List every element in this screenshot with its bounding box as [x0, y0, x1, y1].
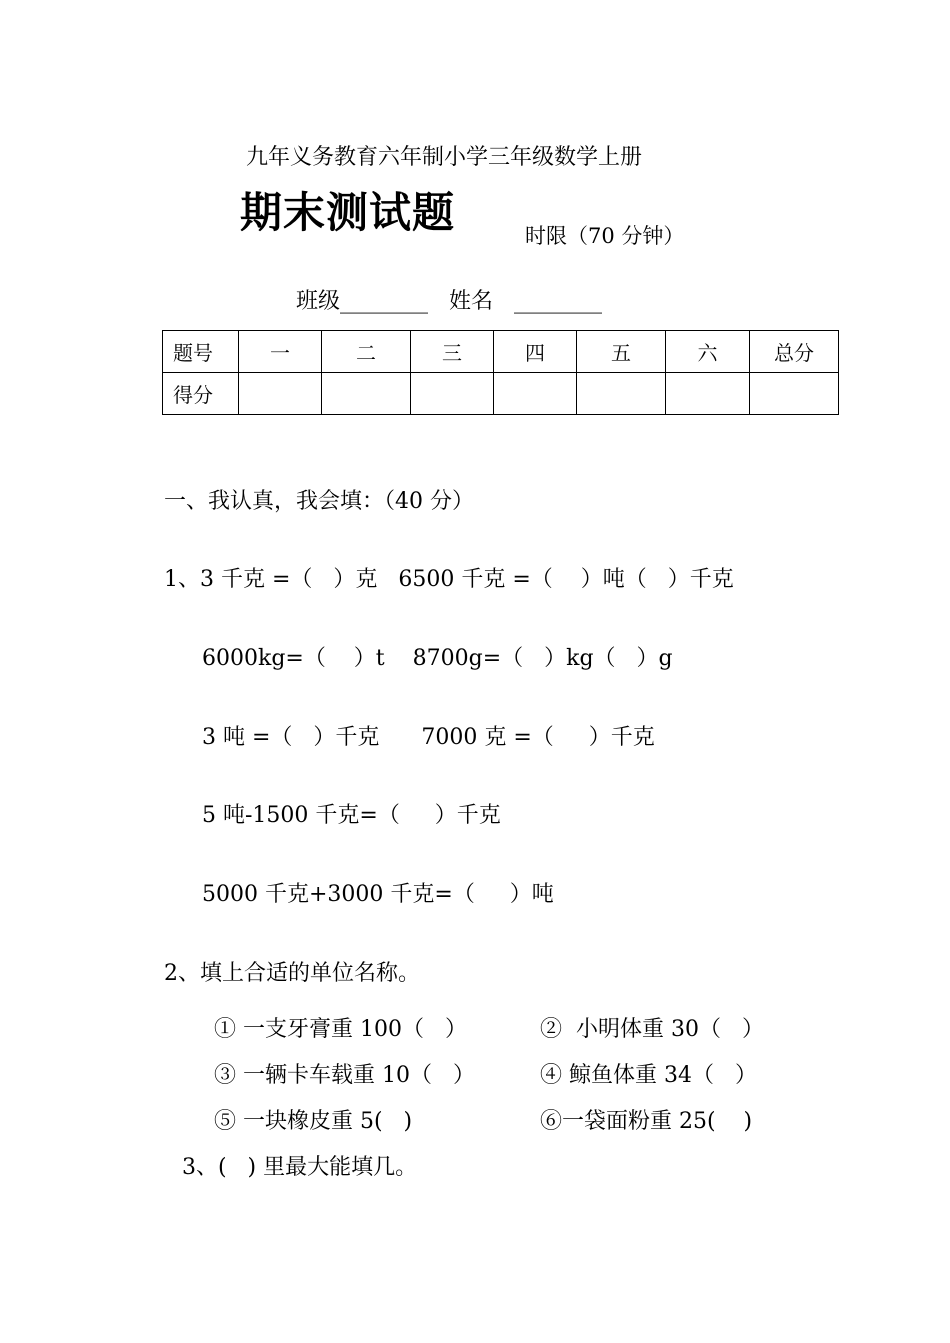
document-subtitle: 九年义务教育六年制小学三年级数学上册: [246, 145, 643, 170]
list-item: ② 小明体重 30（ ）: [540, 1017, 764, 1042]
document-title: 期末测试题: [240, 188, 456, 237]
table-cell: [322, 373, 411, 415]
table-cell: [411, 373, 494, 415]
table-cell: 总分: [750, 331, 839, 373]
table-cell: 一: [239, 331, 322, 373]
score-table: [162, 330, 839, 415]
table-cell: [239, 373, 322, 415]
list-item: ③ 一辆卡车载重 10（ ）: [214, 1063, 475, 1088]
question-line: 5 吨-1500 千克=（ ）千克: [202, 803, 501, 828]
table-cell: 四: [494, 331, 577, 373]
table-cell: 六: [666, 331, 750, 373]
question-heading: 2、填上合适的单位名称。: [164, 961, 420, 986]
table-cell: [494, 373, 577, 415]
question-heading: 3、( ) 里最大能填几。: [182, 1155, 418, 1180]
table-cell: [666, 373, 750, 415]
list-item: ⑤ 一块橡皮重 5( ): [214, 1109, 413, 1134]
list-item: ① 一支牙膏重 100（ ）: [214, 1017, 467, 1042]
table-cell: 得分: [163, 373, 239, 415]
question-line: 5000 千克+3000 千克=（ ）吨: [202, 882, 554, 907]
time-limit: 时限（70 分钟）: [525, 224, 685, 248]
table-cell: 题号: [163, 331, 239, 373]
list-item: ⑥一袋面粉重 25( ): [540, 1109, 753, 1134]
question-line: 1、3 千克 =（ ）克 6500 千克 =（ ）吨（ ）千克: [164, 567, 734, 592]
section-heading: 一、我认真，我会填：（40 分）: [164, 489, 474, 514]
question-line: 3 吨 =（ ）千克 7000 克 =（ ）千克: [202, 725, 655, 750]
table-cell: 五: [577, 331, 666, 373]
table-cell: 三: [411, 331, 494, 373]
score-table-score-row: [163, 373, 839, 415]
list-item: ④ 鲸鱼体重 34（ ）: [540, 1063, 757, 1088]
question-line: 6000kg=（ ）t 8700g=（ ）kg（ ）g: [202, 646, 673, 671]
class-name-line: 班级________ 姓名 ________: [296, 289, 602, 314]
score-table-header-row: [163, 331, 839, 373]
table-cell: 二: [322, 331, 411, 373]
table-cell: [577, 373, 666, 415]
table-cell: [750, 373, 839, 415]
